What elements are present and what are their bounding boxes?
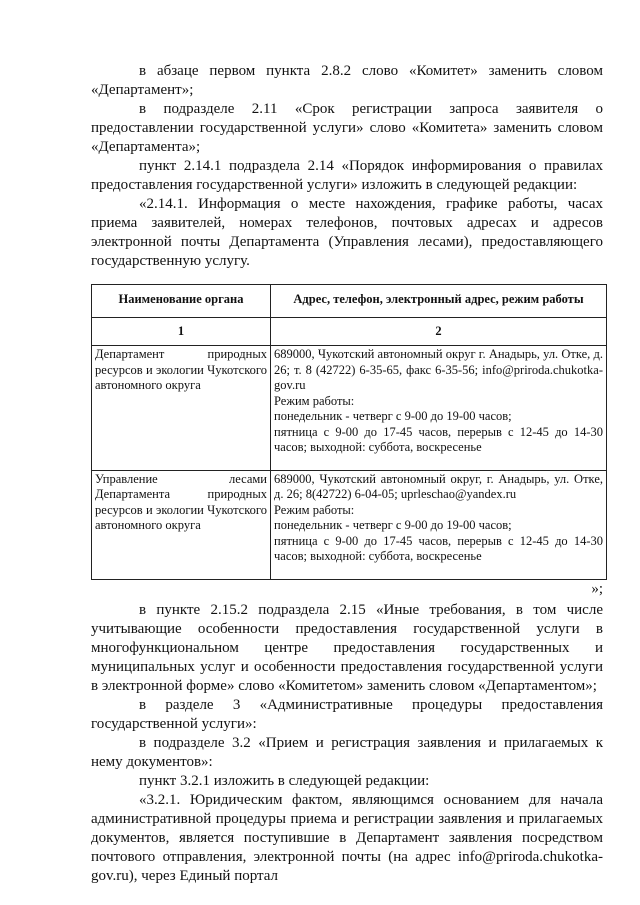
- paragraph-section-3: в разделе 3 «Административные процедуры предоставления государственной услуги»:: [91, 696, 603, 732]
- schedule-weekdays: понедельник - четверг с 9-00 до 19-00 часов;: [274, 409, 512, 423]
- organ-contacts: [271, 346, 607, 471]
- table-number-row: [92, 317, 607, 346]
- table-row: [92, 346, 607, 471]
- paragraph-2-14-1-text: «2.14.1. Информация о месте нахождения, графике работы, часах приема заявителей, номерах телефонов, почтовых адресах и адресов электронной почты Департамента (Управления лесами), предоставляющего государственную услугу.: [91, 196, 603, 269]
- schedule-weekdays: понедельник - четверг с 9-00 до 19-00 часов;: [274, 518, 512, 532]
- organ-contacts: [271, 470, 607, 579]
- table-row: [92, 470, 607, 579]
- header-organ: Наименование органа: [92, 285, 271, 318]
- schedule-friday: пятница с 9-00 до 17-45 часов, перерыв с 12-45 до 14-30 часов; выходной: суббота, воскресенье: [274, 424, 603, 454]
- paragraph-2-11: в подразделе 2.11 «Срок регистрации запроса заявителя о предоставлении государственной услуги» слово «Комитета» заменить словом «Департамента»;: [91, 101, 603, 155]
- schedule-title: Режим работы:: [274, 393, 355, 408]
- paragraph-2-15-2: в пункте 2.15.2 подраздела 2.15 «Иные требования, в том числе учитывающие особенности предоставления государственной услуги в многофункциональном центре предоставления государственных и муниципальных услуг и особенности предоставления государственной услуги в электронной форме» слово «Комитетом» заменить словом «Департаментом»;: [91, 601, 603, 694]
- paragraph-2-8-2: в абзаце первом пункта 2.8.2 слово «Комитет» заменить словом «Департамент»;: [91, 63, 603, 98]
- paragraph-3-2: в подразделе 3.2 «Прием и регистрация заявления и прилагаемых к нему документов»:: [91, 734, 603, 770]
- organ-name: Управление лесами Департамента природных ресурсов и экологии Чукотского автономного округа: [92, 470, 271, 579]
- schedule-title: Режим работы:: [274, 502, 355, 517]
- schedule-friday: пятница с 9-00 до 17-45 часов, перерыв с 12-45 до 14-30 часов; выходной: суббота, воскресенье: [274, 533, 603, 563]
- column-number-1: 1: [92, 317, 271, 346]
- address-text: 689000, Чукотский автономный округ, г. Анадырь, ул. Отке, д. 26; 8(42722) 6-04-05; uprleschao@yandex.ru: [274, 471, 603, 501]
- column-number-2: 2: [271, 317, 607, 346]
- document-page: [91, 62, 603, 886]
- paragraph-3-2-1-text: «3.2.1. Юридическим фактом, являющимся основанием для начала административной процедуры приема и регистрации заявления и прилагаемых документов, является поступившие в Департамент заявления посредством почтового отправления, электронной почты (на адрес info@priroda.chukotka-gov.ru), через Единый портал: [91, 791, 603, 884]
- paragraph-3-2-1: пункт 3.2.1 изложить в следующей редакции:: [139, 772, 430, 789]
- contacts-table: [91, 284, 607, 580]
- paragraph-2-14-1: пункт 2.14.1 подраздела 2.14 «Порядок информирования о правилах предоставления государственной услуги» изложить в следующей редакции:: [91, 158, 603, 193]
- header-address: Адрес, телефон, электронный адрес, режим работы: [271, 285, 607, 318]
- table-header-row: [92, 285, 607, 318]
- address-text: 689000, Чукотский автономный округ г. Анадырь, ул. Отке, д. 26; т. 8 (42722) 6-35-65, факс 6-35-56; info@priroda.chukotka-gov.ru: [274, 347, 603, 392]
- table-closing-quote: »;: [591, 580, 603, 597]
- organ-name: Департамент природных ресурсов и экологии Чукотского автономного округа: [92, 346, 271, 471]
